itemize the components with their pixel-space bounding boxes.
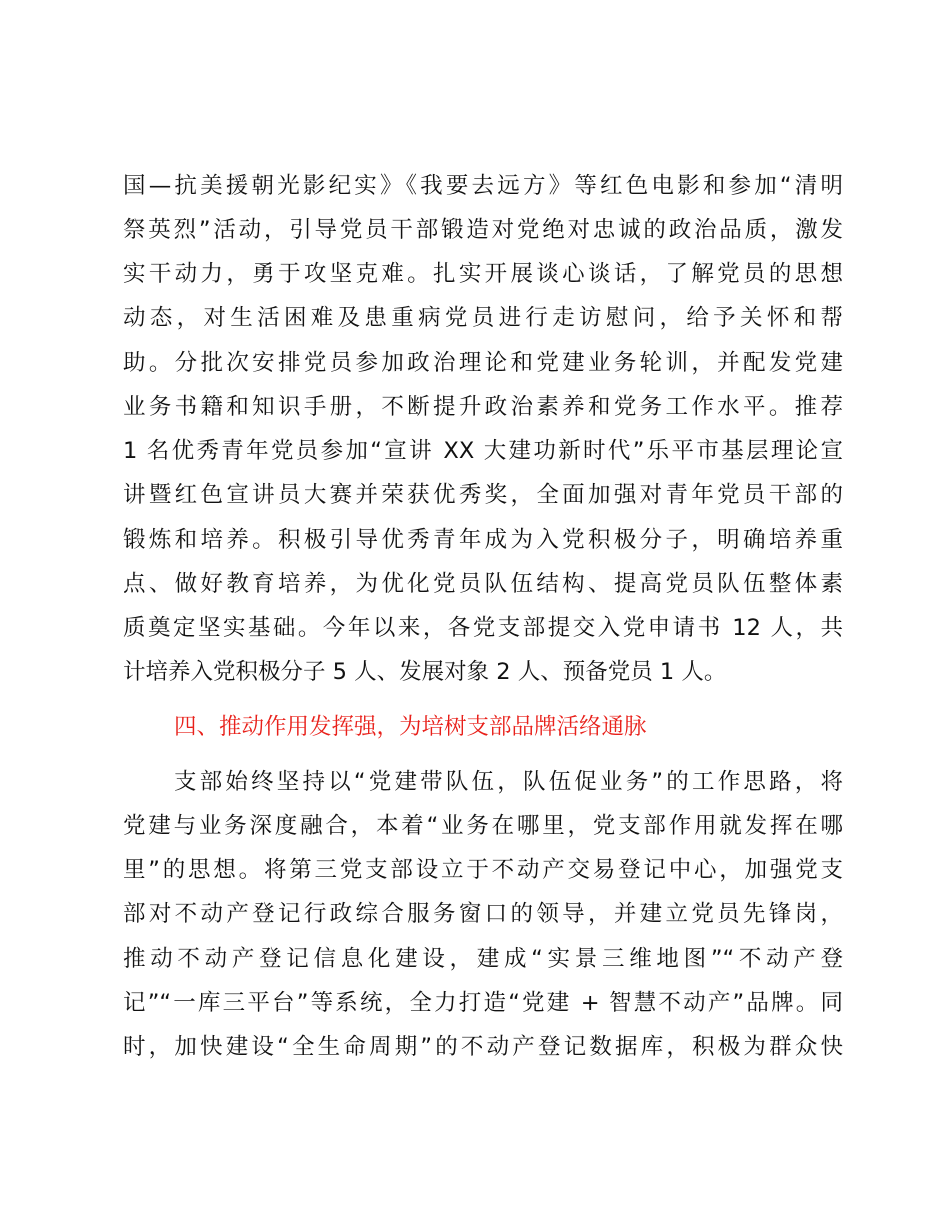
text-line: 国—抗美援朝光影纪实》《我要去远方》等红色电影和参加“清明 [123, 173, 843, 199]
text-line: 里”的思想。将第三党支部设立于不动产交易登记中心，加强党支 [123, 857, 843, 883]
text-line: 计培养入党积极分子 5 人、发展对象 2 人、预备党员 1 人。 [123, 659, 727, 685]
text-line: 祭英烈”活动，引导党员干部锻造对党绝对忠诚的政治品质，激发 [123, 217, 843, 243]
text-line: 推动不动产登记信息化建设，建成“实景三维地图”“不动产登 [123, 946, 843, 972]
text-line: 部对不动产登记行政综合服务窗口的领导，并建立党员先锋岗， [123, 901, 843, 927]
text-line: 讲暨红色宣讲员大赛并荣获优秀奖，全面加强对青年党员干部的 [123, 482, 843, 508]
text-line: 时，加快建设“全生命周期”的不动产登记数据库，积极为群众快 [123, 1034, 843, 1060]
text-line: 业务书籍和知识手册，不断提升政治素养和党务工作水平。推荐 [123, 394, 843, 420]
text-line: 动态，对生活困难及患重病党员进行走访慰问，给予关怀和帮 [123, 305, 843, 331]
text-line: 助。分批次安排党员参加政治理论和党建业务轮训，并配发党建 [123, 350, 843, 376]
text-line: 锻炼和培养。积极引导优秀青年成为入党积极分子，明确培养重 [123, 527, 843, 553]
text-line: 点、做好教育培养，为优化党员队伍结构、提高党员队伍整体素 [123, 571, 843, 597]
text-line: 党建与业务深度融合，本着“业务在哪里，党支部作用就发挥在哪 [123, 813, 843, 839]
text-line: 质奠定坚实基础。今年以来，各党支部提交入党申请书 12 人，共 [123, 615, 843, 641]
text-line: 支部始终坚持以“党建带队伍，队伍促业务”的工作思路，将 [174, 769, 843, 795]
section-heading: 四、推动作用发挥强，为培树支部品牌活络通脉 [174, 714, 647, 740]
text-line: 记”“一库三平台”等系统，全力打造“党建 + 智慧不动产”品牌。同 [123, 990, 843, 1016]
text-line: 实干动力，勇于攻坚克难。扎实开展谈心谈话，了解党员的思想 [123, 261, 843, 287]
text-line: 1 名优秀青年党员参加“宣讲 XX 大建功新时代”乐平市基层理论宣 [123, 438, 843, 464]
